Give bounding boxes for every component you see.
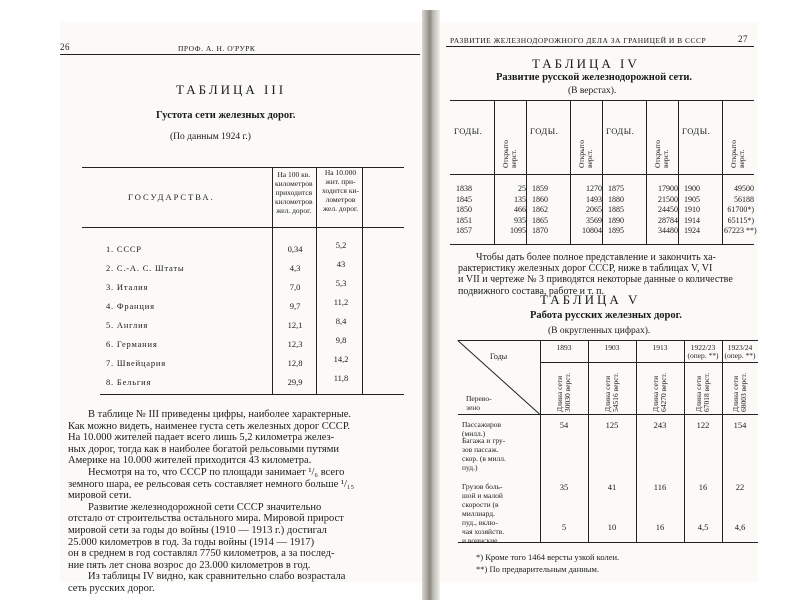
t4-year: 1924 — [684, 226, 700, 235]
t4-versts: 56188 — [734, 194, 754, 204]
header-rule — [446, 46, 754, 47]
t4-year: 1895 — [608, 226, 624, 235]
t5-vrule — [684, 340, 685, 542]
t5-vrule — [588, 340, 589, 542]
body-line: и VII и чертеже № 3 приводятся некоторые данные о количестве — [458, 274, 733, 286]
t4-vrule-group — [602, 100, 603, 244]
table-vrule-1 — [272, 167, 273, 394]
t4-year: 1845 — [456, 194, 472, 204]
t4-year: 1880 — [608, 194, 624, 204]
t5-cell: 16 — [655, 522, 665, 532]
body-line: ных дорог, тогда как в наиболее богатой рельсовыми путями — [68, 443, 339, 455]
t5-cell: 4,6 — [734, 522, 746, 532]
t4-vrule-group — [678, 100, 679, 244]
page-number: 27 — [738, 34, 748, 44]
col-header-per-10000: На 10.000 жит. при- ходится ки- лометров жел. дорог. — [322, 168, 360, 213]
table-subtitle: Густота сети железных дорог. — [156, 110, 296, 121]
body-line: мировой сети. — [68, 490, 132, 502]
body-line: В таблице № III приведены цифры, наиболее характерные. — [88, 409, 352, 420]
table-cell-per-100: 4,3 — [289, 263, 301, 273]
table-cell-per-100: 29,9 — [287, 377, 303, 387]
t5-length: Длина сети 54516 верст. — [603, 372, 620, 412]
t4-year: 1890 — [608, 215, 624, 225]
t5-year: 1923/24 (опер. **) — [724, 343, 756, 360]
table-cell-per-10000: 14,2 — [333, 354, 349, 364]
t5-year: 1922/23 (опер. **) — [687, 343, 719, 360]
t5-length: Длина сети 67018 верст. — [694, 372, 711, 412]
t4-vrule — [646, 100, 647, 244]
body-line: Как можно видеть, наименее густа сеть железных дорог СССР. — [68, 420, 350, 432]
t5-corner-bottom: Перево- зено — [466, 394, 492, 412]
table5-title: ТАБЛИЦА V — [540, 292, 641, 307]
t4-rule-bottom — [450, 244, 754, 245]
t4-year: 1885 — [608, 205, 624, 214]
t4-versts: 1493 — [586, 194, 602, 204]
t5-cell: 122 — [696, 420, 710, 430]
table-row-name: 3. Италия — [106, 282, 149, 292]
t5-rule-years — [540, 362, 758, 363]
t4-versts: 17900 — [658, 184, 678, 193]
table-vrule-2 — [316, 167, 317, 394]
left-page — [60, 22, 422, 594]
t5-vrule — [722, 340, 723, 542]
t4-versts: 3569 — [586, 215, 602, 225]
t4-versts: 2065 — [586, 205, 602, 214]
t5-length: Длина сети 68003 верст. — [731, 372, 748, 412]
t4-vrule-group — [526, 100, 527, 244]
table5-note: (В округленных цифрах). — [548, 326, 651, 336]
t4-versts: 61700*) — [727, 205, 754, 214]
t5-cell: 243 — [653, 420, 667, 430]
table-cell-per-10000: 11,8 — [333, 373, 349, 383]
body-line: сеть русских дорог. — [68, 583, 155, 594]
t4-year: 1905 — [684, 194, 700, 204]
body-line: ние пять лет снова возрос до 23.000 километров в год. — [68, 559, 311, 571]
t4-versts: 49500 — [734, 184, 754, 193]
t4-year: 1865 — [532, 215, 548, 225]
body-line: отстало от строительства остального мира. Мировой прирост — [68, 513, 344, 525]
t4-versts: 65115*) — [727, 215, 754, 225]
t4-year: 1851 — [456, 215, 472, 225]
t4-year: 1910 — [684, 205, 700, 214]
t5-row-label: Грузов боль- шой и малой скорости (в миллиард. пуд., вклю- чая хозяйств. и воинские — [462, 482, 505, 545]
col-header-state: ГОСУДАРСТВА. — [128, 192, 215, 202]
t4-col-years: ГОДЫ. — [454, 126, 483, 136]
body-line: 25.000 километров в год. За годы войны (1914 — 1917) — [68, 536, 315, 548]
t4-year: 1857 — [456, 226, 472, 235]
book-gutter — [422, 10, 440, 600]
body-line: Из таблицы IV видно, как сравнительно слабо возрастала — [88, 571, 346, 583]
body-line: земного шара, ее рельсовая сеть составляет немного больше ¹/₁₅ — [68, 478, 355, 490]
t4-col-years: ГОДЫ. — [530, 126, 559, 136]
body-line: На 10.000 жителей падает всего лишь 5,2 километра желез- — [68, 432, 335, 444]
t4-versts: 1095 — [510, 226, 526, 235]
running-header: РАЗВИТИЕ ЖЕЛЕЗНОДОРОЖНОГО ДЕЛА ЗА ГРАНИЦЕЙ И В СССР — [450, 36, 707, 45]
t4-col-opened: Открыто верст. — [653, 139, 670, 168]
table-vrule-3 — [362, 167, 363, 394]
t5-row-label: Пассажиров (милл.) — [462, 420, 502, 438]
col-header-per-100: На 100 кв. километров приходится километров жел. дорог. — [275, 170, 313, 215]
table-cell-per-100: 0,34 — [287, 244, 303, 254]
t5-cell: 22 — [735, 482, 745, 492]
table-row-name: 6. Германия — [106, 339, 158, 349]
t4-year: 1859 — [532, 184, 548, 193]
t4-col-opened: Открыто верст. — [577, 139, 594, 168]
t5-cell: 116 — [653, 482, 667, 492]
t4-versts: 21500 — [658, 194, 678, 204]
t4-year: 1850 — [456, 205, 472, 214]
body-line: Несмотря на то, что СССР по площади занимает ¹/₆ всего — [88, 467, 345, 478]
t5-cell: 35 — [559, 482, 569, 492]
t5-vrule — [540, 340, 541, 542]
t5-cell: 4,5 — [697, 522, 709, 532]
table-cell-per-10000: 5,3 — [335, 278, 347, 288]
t5-corner-top: Годы — [490, 352, 508, 361]
table-cell-per-10000: 43 — [336, 259, 346, 269]
footnote-2: **) По предварительным данным. — [476, 564, 600, 574]
body-line: Чтобы дать более полное представление и закончить ха- — [476, 252, 716, 263]
right-page — [440, 22, 758, 582]
table-cell-per-100: 12,8 — [287, 358, 303, 368]
table-cell-per-10000: 8,4 — [335, 316, 347, 326]
t5-cell: 10 — [607, 522, 617, 532]
table-cell-per-10000: 9,8 — [335, 335, 347, 345]
t5-year: 1903 — [604, 343, 620, 352]
table5-subtitle: Работа русских железных дорог. — [530, 310, 682, 321]
t4-year: 1870 — [532, 226, 548, 235]
t4-versts: 466 — [514, 205, 526, 214]
t5-cell: 125 — [605, 420, 619, 430]
body-line: Развитие железнодорожной сети СССР значительно — [88, 501, 322, 513]
body-line: Америке на 10.000 жителей приходится 43 километра. — [68, 455, 312, 467]
t4-vrule — [570, 100, 571, 244]
table-row-name: 1. СССР — [106, 244, 142, 254]
t4-col-opened: Открыто верст. — [729, 139, 746, 168]
table4-subtitle: Развитие русской железнодорожной сети. — [496, 72, 693, 83]
body-line: он в среднем в год составлял 7750 километров, а за послед- — [68, 548, 335, 560]
t5-cell: 54 — [559, 420, 569, 430]
t4-versts: 10804 — [582, 226, 602, 235]
t5-rule-header — [458, 414, 758, 415]
header-rule — [60, 54, 420, 55]
table-cell-per-10000: 5,2 — [335, 240, 347, 250]
t4-versts: 135 — [514, 194, 526, 204]
page-number: 26 — [60, 42, 70, 52]
t4-year: 1860 — [532, 194, 548, 204]
t4-versts: 34480 — [658, 226, 678, 235]
t5-length: Длина сети 30030 верст. — [555, 372, 572, 412]
footnote-1: *) Кроме того 1464 версты узкой колеи. — [476, 552, 620, 562]
t5-cell: 5 — [561, 522, 567, 532]
body-line: рактеристику железных дорог СССР, ниже в таблицах V, VI — [458, 263, 713, 275]
table-cell-per-10000: 11,2 — [333, 297, 349, 307]
t4-vrule — [722, 100, 723, 244]
t5-year: 1913 — [652, 343, 668, 352]
t5-row-label: Багажа и гру- зов пассаж. скор. (в милл. пуд.) — [462, 436, 506, 472]
t4-vrule — [494, 100, 495, 244]
t4-versts: 28784 — [658, 215, 678, 225]
table-cell-per-100: 12,3 — [287, 339, 303, 349]
table-cell-per-100: 9,7 — [289, 301, 301, 311]
t4-year: 1914 — [684, 215, 700, 225]
table-note: (По данным 1924 г.) — [170, 132, 251, 142]
t4-versts: 935 — [514, 215, 526, 225]
t4-versts: 67223 **) — [724, 226, 757, 235]
table-row-name: 7. Швейцария — [106, 358, 166, 368]
table-row-name: 4. Франция — [106, 301, 155, 311]
t4-col-opened: Открыто верст. — [501, 139, 518, 168]
t4-year: 1875 — [608, 184, 624, 193]
t5-cell: 16 — [698, 482, 708, 492]
t4-year: 1900 — [684, 184, 700, 193]
t4-year: 1862 — [532, 205, 548, 214]
t5-rule-top — [458, 340, 758, 341]
t4-year: 1838 — [456, 184, 472, 193]
t5-cell: 41 — [607, 482, 617, 492]
running-header: ПРОФ. А. Н. О'РУРК — [178, 44, 256, 53]
t5-year: 1893 — [556, 343, 572, 352]
t4-versts: 25 — [518, 184, 526, 193]
t5-length: Длина сети 64270 верст. — [651, 372, 668, 412]
table-cell-per-100: 12,1 — [287, 320, 303, 330]
table4-note: (В верстах). — [568, 86, 617, 96]
table-rule-bottom — [100, 394, 404, 395]
table-cell-per-100: 7,0 — [289, 282, 301, 292]
table-row-name: 8. Бельгия — [106, 377, 152, 387]
t4-versts: 24450 — [658, 205, 678, 214]
table-row-name: 2. С.-А. С. Штаты — [106, 263, 185, 273]
table-title: ТАБЛИЦА III — [176, 82, 287, 97]
body-line: подвижного состава, работе и т. п. — [458, 285, 604, 297]
t5-vrule — [636, 340, 637, 542]
t4-col-years: ГОДЫ. — [682, 126, 711, 136]
t5-cell: 154 — [733, 420, 747, 430]
t4-col-years: ГОДЫ. — [606, 126, 635, 136]
table-rule-mid — [82, 227, 404, 228]
body-line: мировой сети за годы до войны (1910 — 1913 г.) достигал — [68, 525, 327, 536]
t4-versts: 1270 — [586, 184, 602, 193]
table-row-name: 5. Англия — [106, 320, 149, 330]
table4-title: ТАБЛИЦА IV — [532, 56, 640, 71]
